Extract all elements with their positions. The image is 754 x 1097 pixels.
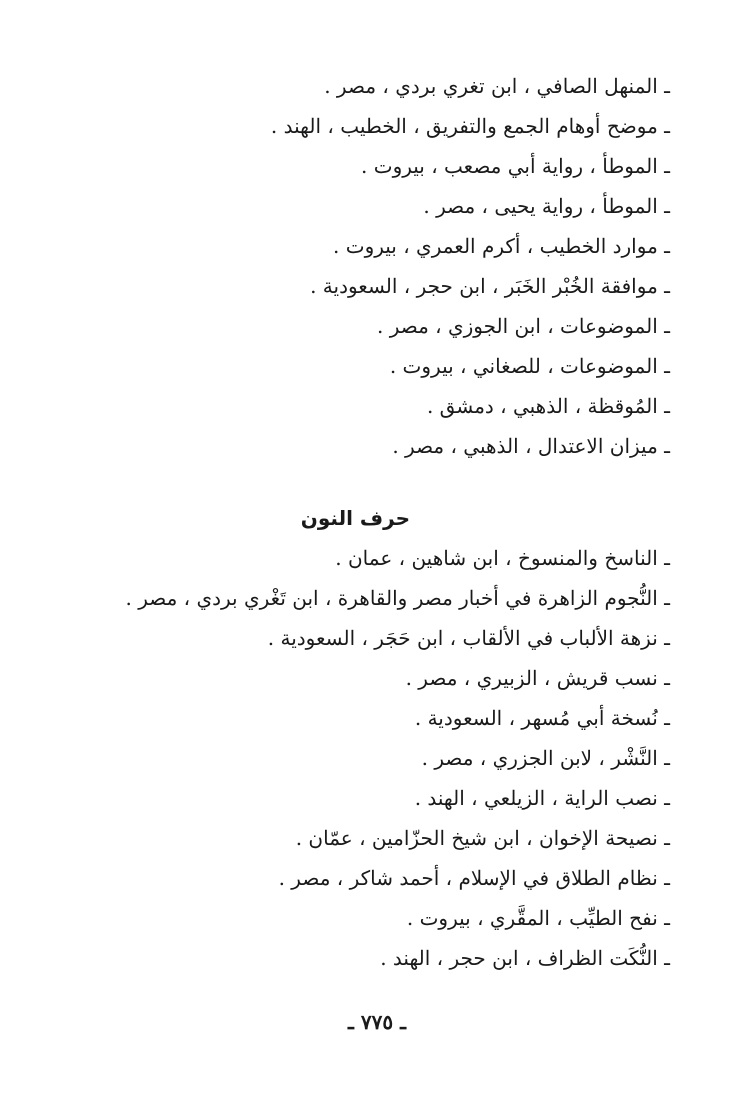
list-item: ـ الموطأ ، رواية يحيى ، مصر . <box>423 194 670 218</box>
list-item: ـ نظام الطلاق في الإسلام ، أحمد شاكر ، مصر . <box>278 866 670 890</box>
list-item: ـ النُّكَت الظراف ، ابن حجر ، الهند . <box>380 946 670 970</box>
page-number: ـ ٧٧٥ ـ <box>348 1010 406 1034</box>
list-item: ـ نسب قريش ، الزبيري ، مصر . <box>405 666 670 690</box>
list-item: ـ نزهة الألباب في الألقاب ، ابن حَجَر ، السعودية . <box>267 626 670 650</box>
list-item: ـ موافقة الخُبْر الخَبَر ، ابن حجر ، السعودية . <box>310 274 670 298</box>
section-heading: حرف النون <box>300 506 410 530</box>
list-item: ـ المُوقظة ، الذهبي ، دمشق . <box>426 394 670 418</box>
list-item: ـ موارد الخطيب ، أكرم العمري ، بيروت . <box>333 234 670 258</box>
list-item: ـ الموضوعات ، للصغاني ، بيروت . <box>389 354 670 378</box>
list-item: ـ نُسخة أبي مُسهر ، السعودية . <box>414 706 670 730</box>
list-item: ـ الموضوعات ، ابن الجوزي ، مصر . <box>377 314 670 338</box>
list-item: ـ الموطأ ، رواية أبي مصعب ، بيروت . <box>361 154 670 178</box>
list-item: ـ ميزان الاعتدال ، الذهبي ، مصر . <box>392 434 670 458</box>
list-item: ـ النُّجوم الزاهرة في أخبار مصر والقاهرة ، ابن تَغْري بردي ، مصر . <box>125 586 670 610</box>
list-item: ـ نصيحة الإخوان ، ابن شيخ الحزّامين ، عمّان . <box>295 826 670 850</box>
list-item: ـ المنهل الصافي ، ابن تغري بردي ، مصر . <box>324 74 670 98</box>
list-item: ـ النَّشْر ، لابن الجزري ، مصر . <box>421 746 670 770</box>
bibliography-list-meem <box>70 66 670 466</box>
list-item: ـ موضح أوهام الجمع والتفريق ، الخطيب ، الهند . <box>270 114 670 138</box>
list-item: ـ نفح الطيِّب ، المقَّري ، بيروت . <box>406 906 670 930</box>
bibliography-list-noon <box>70 538 670 978</box>
list-item: ـ نصب الراية ، الزيلعي ، الهند . <box>414 786 670 810</box>
list-item: ـ الناسخ والمنسوخ ، ابن شاهين ، عمان . <box>335 546 670 570</box>
